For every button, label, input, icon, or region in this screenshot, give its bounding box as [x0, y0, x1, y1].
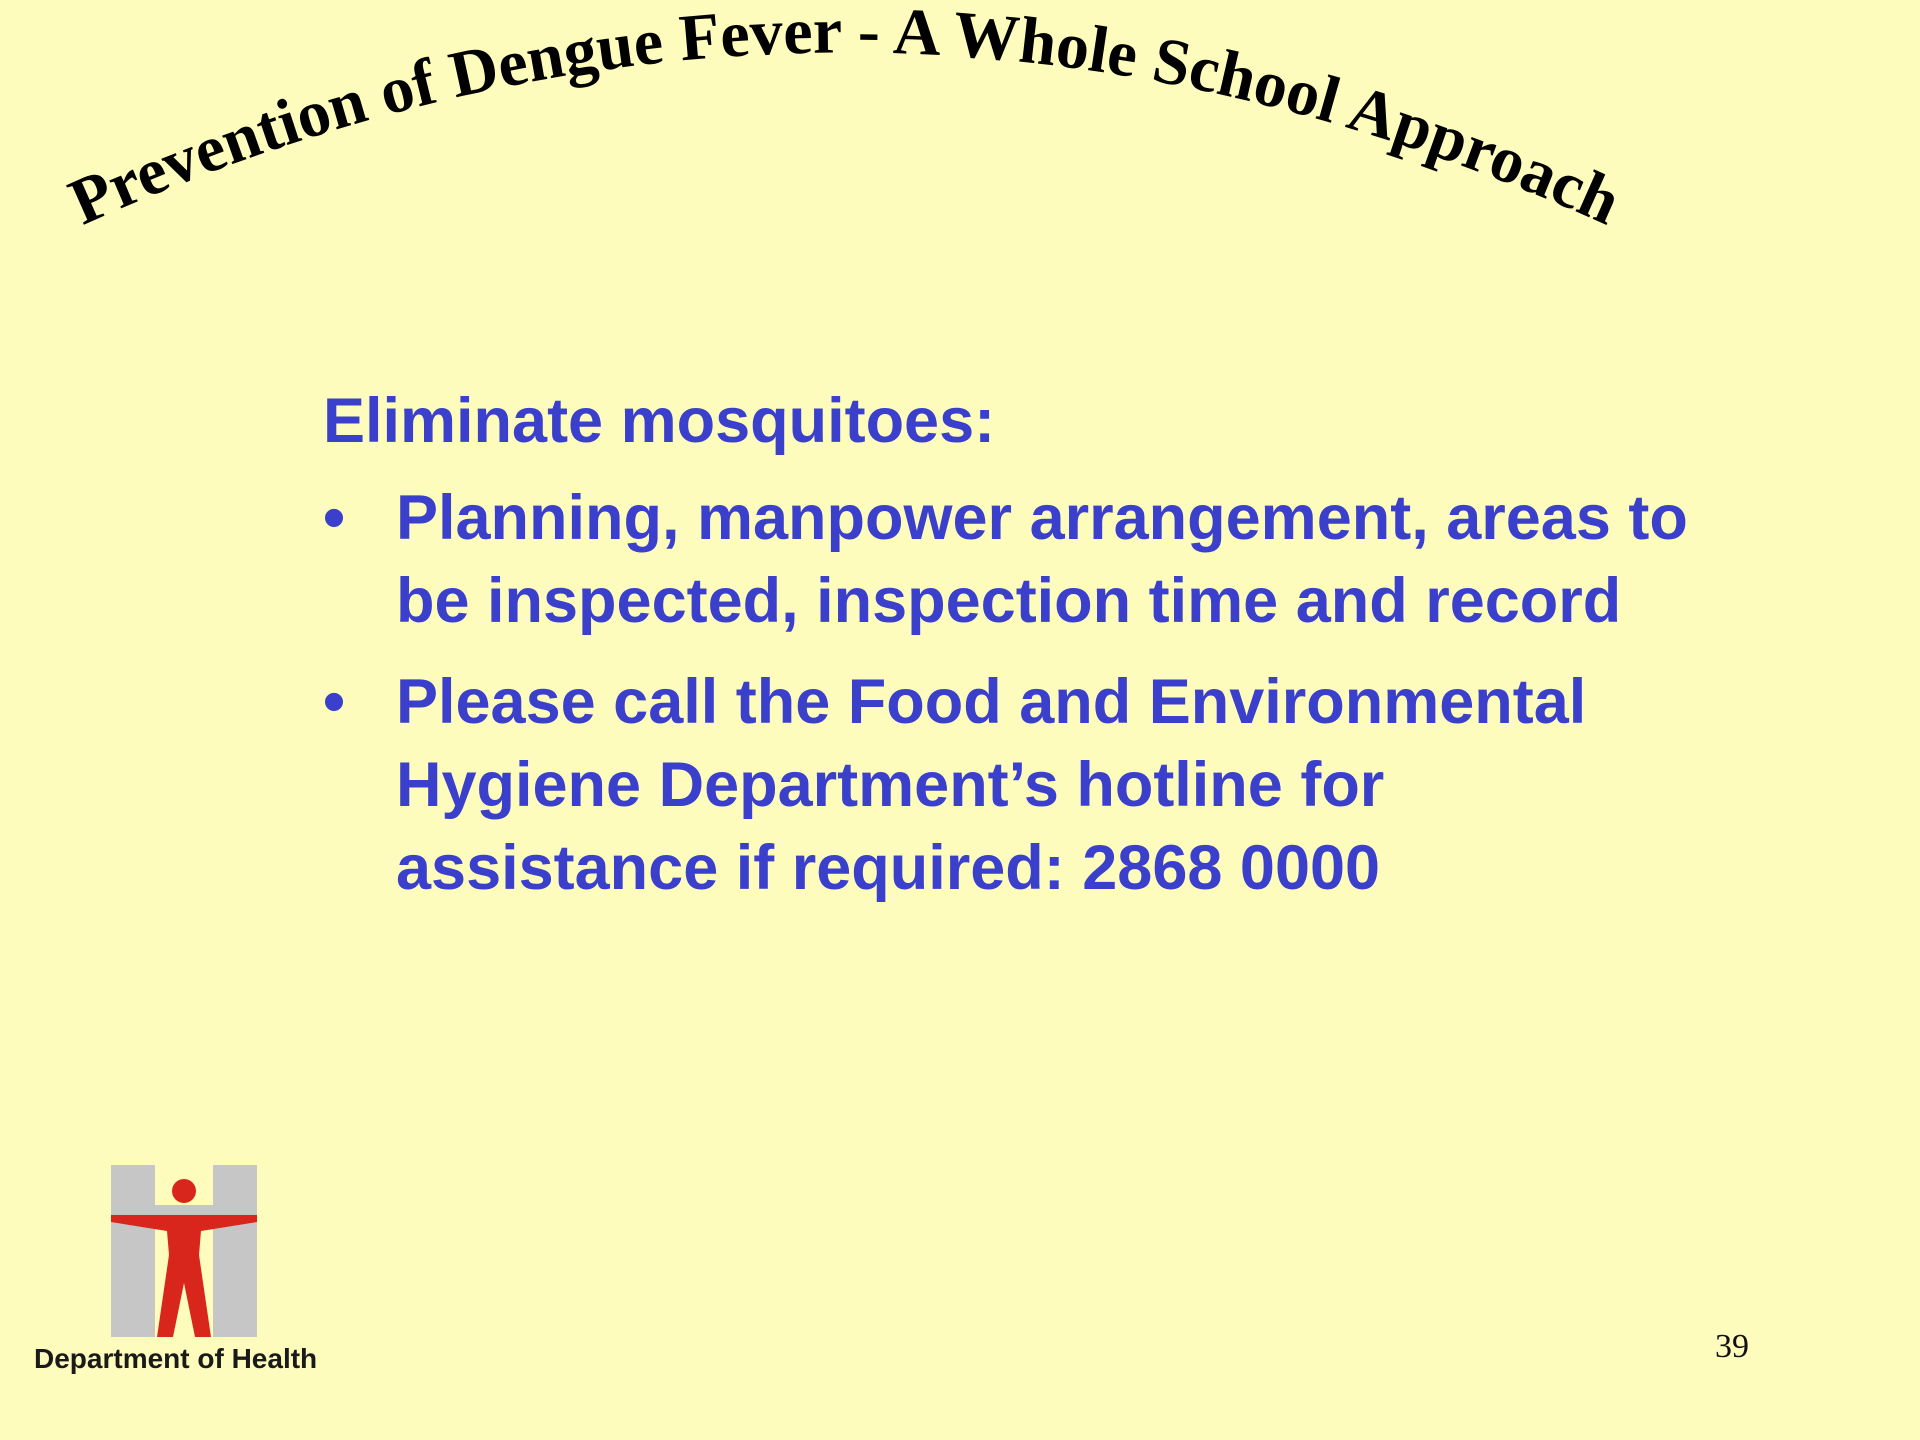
bullet-text-hotline: Please call the Food and Environmental Hygiene Department’s hotline for assistance if required: 2868 0000 — [396, 667, 1587, 903]
department-of-health-logo — [34, 1163, 364, 1383]
bullet-item — [323, 661, 1723, 910]
slide-title-arc — [0, 0, 1920, 320]
bullet-item — [323, 477, 1723, 643]
page-number: 39 — [1715, 1328, 1749, 1365]
slide-title-text: Prevention of Dengue Fever - A Whole School Approach — [59, 0, 1632, 240]
bullet-dot-icon: • — [323, 667, 346, 737]
bullet-text-planning: Planning, manpower arrangement, areas to be inspected, inspection time and record — [396, 483, 1688, 636]
slide-title — [59, 0, 1631, 239]
logo-label: Department of Health — [34, 1343, 318, 1374]
slide-content — [323, 380, 1723, 928]
content-heading: Eliminate mosquitoes: — [323, 386, 996, 456]
bullet-dot-icon: • — [323, 483, 346, 553]
department-of-health-logo-icon — [111, 1165, 257, 1337]
